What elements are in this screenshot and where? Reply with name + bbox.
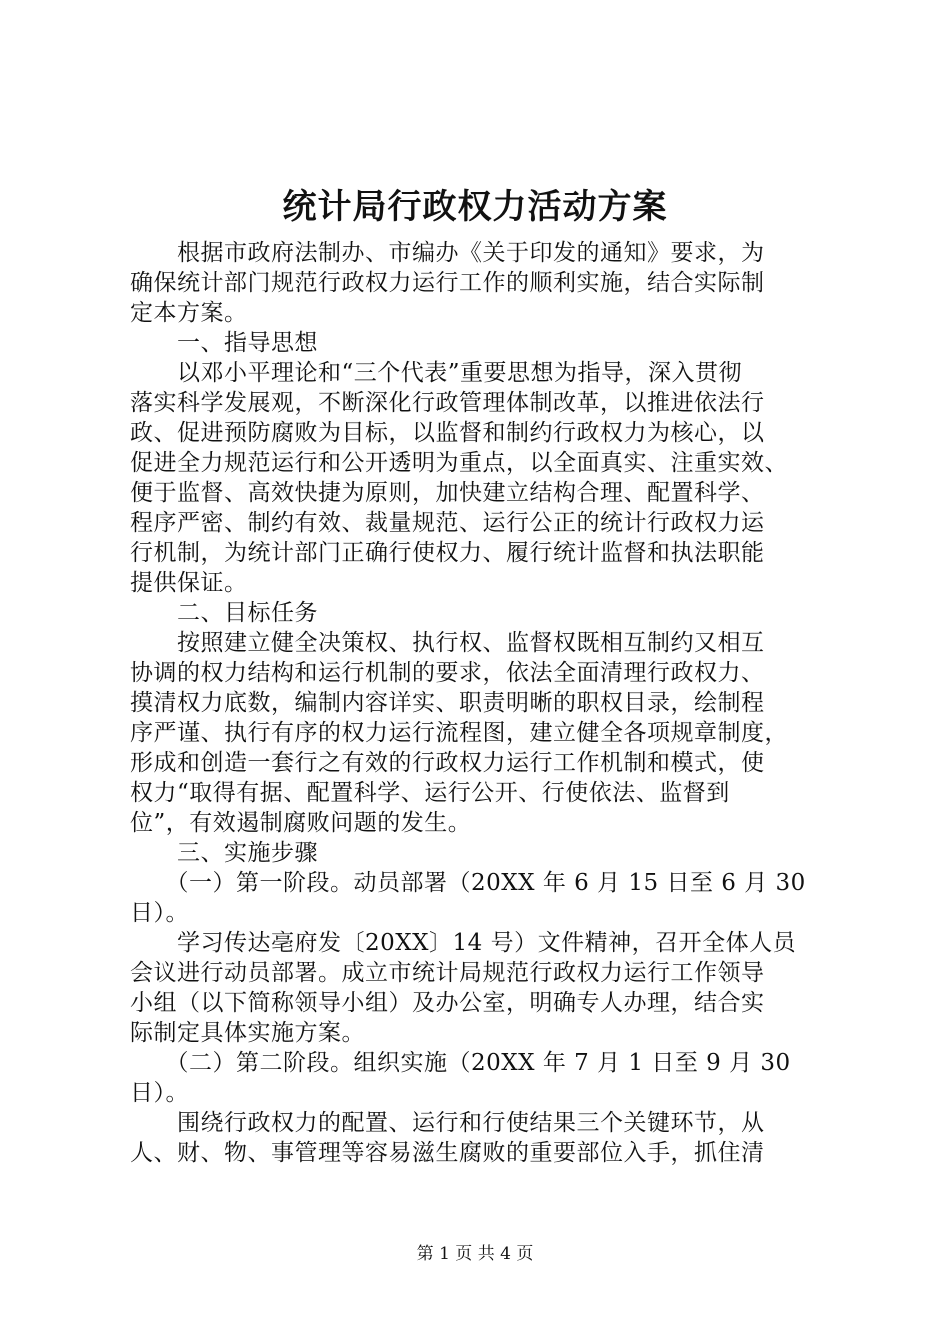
text-line: 学习传达亳府发〔20XX〕14 号）文件精神，召开全体人员 xyxy=(130,930,797,956)
text-line: （一）第一阶段。动员部署（20XX 年 6 月 15 日至 6 月 30 xyxy=(130,870,806,896)
text-line: 位”，有效遏制腐败问题的发生。 xyxy=(130,810,472,836)
text-line: 程序严密、制约有效、裁量规范、运行公正的统计行政权力运 xyxy=(130,510,765,536)
document-body xyxy=(130,238,840,1168)
page-footer: 第 1 页 共 4 页 xyxy=(416,1244,534,1264)
text-line: 围绕行政权力的配置、运行和行使结果三个关键环节，从 xyxy=(130,1110,765,1136)
text-line: 确保统计部门规范行政权力运行工作的顺利实施，结合实际制 xyxy=(130,270,765,296)
section-heading: 一、指导思想 xyxy=(130,330,318,356)
text-line: 会议进行动员部署。成立市统计局规范行政权力运行工作领导 xyxy=(130,960,765,986)
text-line: 小组（以下简称领导小组）及办公室，明确专人办理，结合实 xyxy=(130,990,765,1016)
document-title: 统计局行政权力活动方案 xyxy=(282,187,668,227)
text-line: 政、促进预防腐败为目标，以监督和制约行政权力为核心，以 xyxy=(130,420,765,446)
text-line: 根据市政府法制办、市编办《关于印发的通知》要求，为 xyxy=(130,240,765,266)
text-line: 协调的权力结构和运行机制的要求，依法全面清理行政权力、 xyxy=(130,660,765,686)
text-line: 定本方案。 xyxy=(130,300,248,326)
text-line: 提供保证。 xyxy=(130,570,248,596)
text-line: 日）。 xyxy=(130,900,189,926)
text-line: 便于监督、高效快捷为原则，加快建立结构合理、配置科学、 xyxy=(130,480,765,506)
section-heading: 三、实施步骤 xyxy=(130,840,318,866)
text-line: 摸清权力底数，编制内容详实、职责明晰的职权目录，绘制程 xyxy=(130,690,765,716)
text-line: 以邓小平理论和“三个代表”重要思想为指导，深入贯彻 xyxy=(130,360,743,386)
text-line: 日）。 xyxy=(130,1080,189,1106)
section-heading: 二、目标任务 xyxy=(130,600,318,626)
text-line: 形成和创造一套行之有效的行政权力运行工作机制和模式，使 xyxy=(130,750,765,776)
text-line: 权力“取得有据、配置科学、运行公开、行使依法、监督到 xyxy=(130,780,730,806)
text-line: （二）第二阶段。组织实施（20XX 年 7 月 1 日至 9 月 30 xyxy=(130,1050,791,1076)
text-line: 人、财、物、事管理等容易滋生腐败的重要部位入手，抓住清 xyxy=(130,1140,765,1166)
text-line: 序严谨、执行有序的权力运行流程图，建立健全各项规章制度， xyxy=(130,720,788,746)
text-line: 落实科学发展观，不断深化行政管理体制改革，以推进依法行 xyxy=(130,390,765,416)
text-line: 促进全力规范运行和公开透明为重点，以全面真实、注重实效、 xyxy=(130,450,788,476)
text-line: 际制定具体实施方案。 xyxy=(130,1020,365,1046)
text-line: 行机制，为统计部门正确行使权力、履行统计监督和执法职能 xyxy=(130,540,765,566)
text-line: 按照建立健全决策权、执行权、监督权既相互制约又相互 xyxy=(130,630,765,656)
